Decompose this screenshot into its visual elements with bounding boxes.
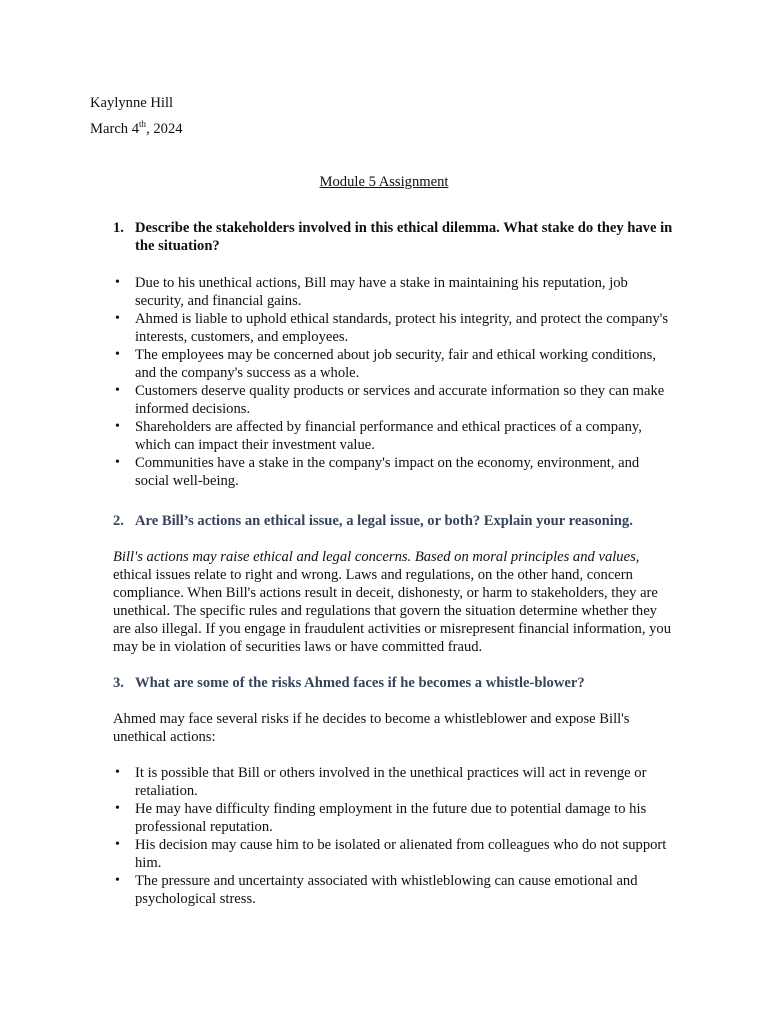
bullet-icon: • [115,347,120,362]
list-item: • Due to his unethical actions, Bill may have a stake in maintaining his reputation, job security, and financial gains. [115,275,628,309]
list-item: • Ahmed is liable to uphold ethical standards, protect his integrity, and protect the company's interests, customers, and employees. [115,311,669,345]
question-text: What are some of the risks Ahmed faces if he becomes a whistle-blower? [135,675,585,691]
date-prefix: March 4 [90,121,140,137]
question-number: 1. [113,220,124,236]
answer-text: ethical issues relate to right and wrong. Laws and regulations, on the other hand, concern compliance. When Bill's actions result in deceit, dishonesty, or harm to stakeholders, they are unethical. The specific rules and regulations that govern the situation determine whether they are also illegal. If you engage in fraudulent activities or misrepresent financial information, you may be in violation of securities laws or have committed fraud. [113,567,672,655]
bullet-icon: • [115,801,120,816]
bullet-icon: • [115,765,120,780]
list-item: • The employees may be concerned about job security, fair and ethical working conditions, and the company's success as a whole. [115,347,657,381]
answer-2-paragraph [113,548,678,656]
document-title: Module 5 Assignment [319,174,449,190]
risk-list [113,764,673,908]
list-item: • It is possible that Bill or others involved in the unethical practices will act in revenge or retaliation. [115,765,647,799]
bullet-icon: • [115,383,120,398]
question-3 [113,674,688,692]
answer-italic: Bill's actions may raise ethical and legal concerns. Based on moral principles and values, [113,549,640,565]
bullet-icon: • [115,455,120,470]
bullet-icon: • [115,837,120,852]
list-item: • Customers deserve quality products or services and accurate information so they can make informed decisions. [115,383,665,417]
author-name: Kaylynne Hill [90,95,174,111]
bullet-icon: • [115,419,120,434]
question-1 [113,219,688,255]
question-text: Describe the stakeholders involved in this ethical dilemma. What stake do they have in the situation? [135,220,673,254]
stakeholder-list [113,274,673,490]
list-item: • Communities have a stake in the company's impact on the economy, environment, and social well-being. [115,455,640,489]
bullet-icon: • [115,873,120,888]
list-item: • His decision may cause him to be isolated or alienated from colleagues who do not support him. [115,837,667,871]
question-2 [113,512,688,530]
date-superscript: th [139,119,147,130]
list-item: • He may have difficulty finding employment in the future due to potential damage to his professional reputation. [115,801,647,835]
bullet-icon: • [115,311,120,326]
question-number: 3. [113,675,124,691]
list-item: • The pressure and uncertainty associated with whistleblowing can cause emotional and psychological stress. [115,873,638,907]
list-item: • Shareholders are affected by financial performance and ethical practices of a company, which can impact their investment value. [115,419,642,453]
date-line [90,120,183,138]
question-number: 2. [113,513,124,529]
question-text: Are Bill’s actions an ethical issue, a legal issue, or both? Explain your reasoning. [135,513,633,529]
bullet-icon: • [115,275,120,290]
date-suffix: , 2024 [146,121,183,137]
answer-3-intro: Ahmed may face several risks if he decides to become a whistleblower and expose Bill's unethical actions: [113,711,630,745]
